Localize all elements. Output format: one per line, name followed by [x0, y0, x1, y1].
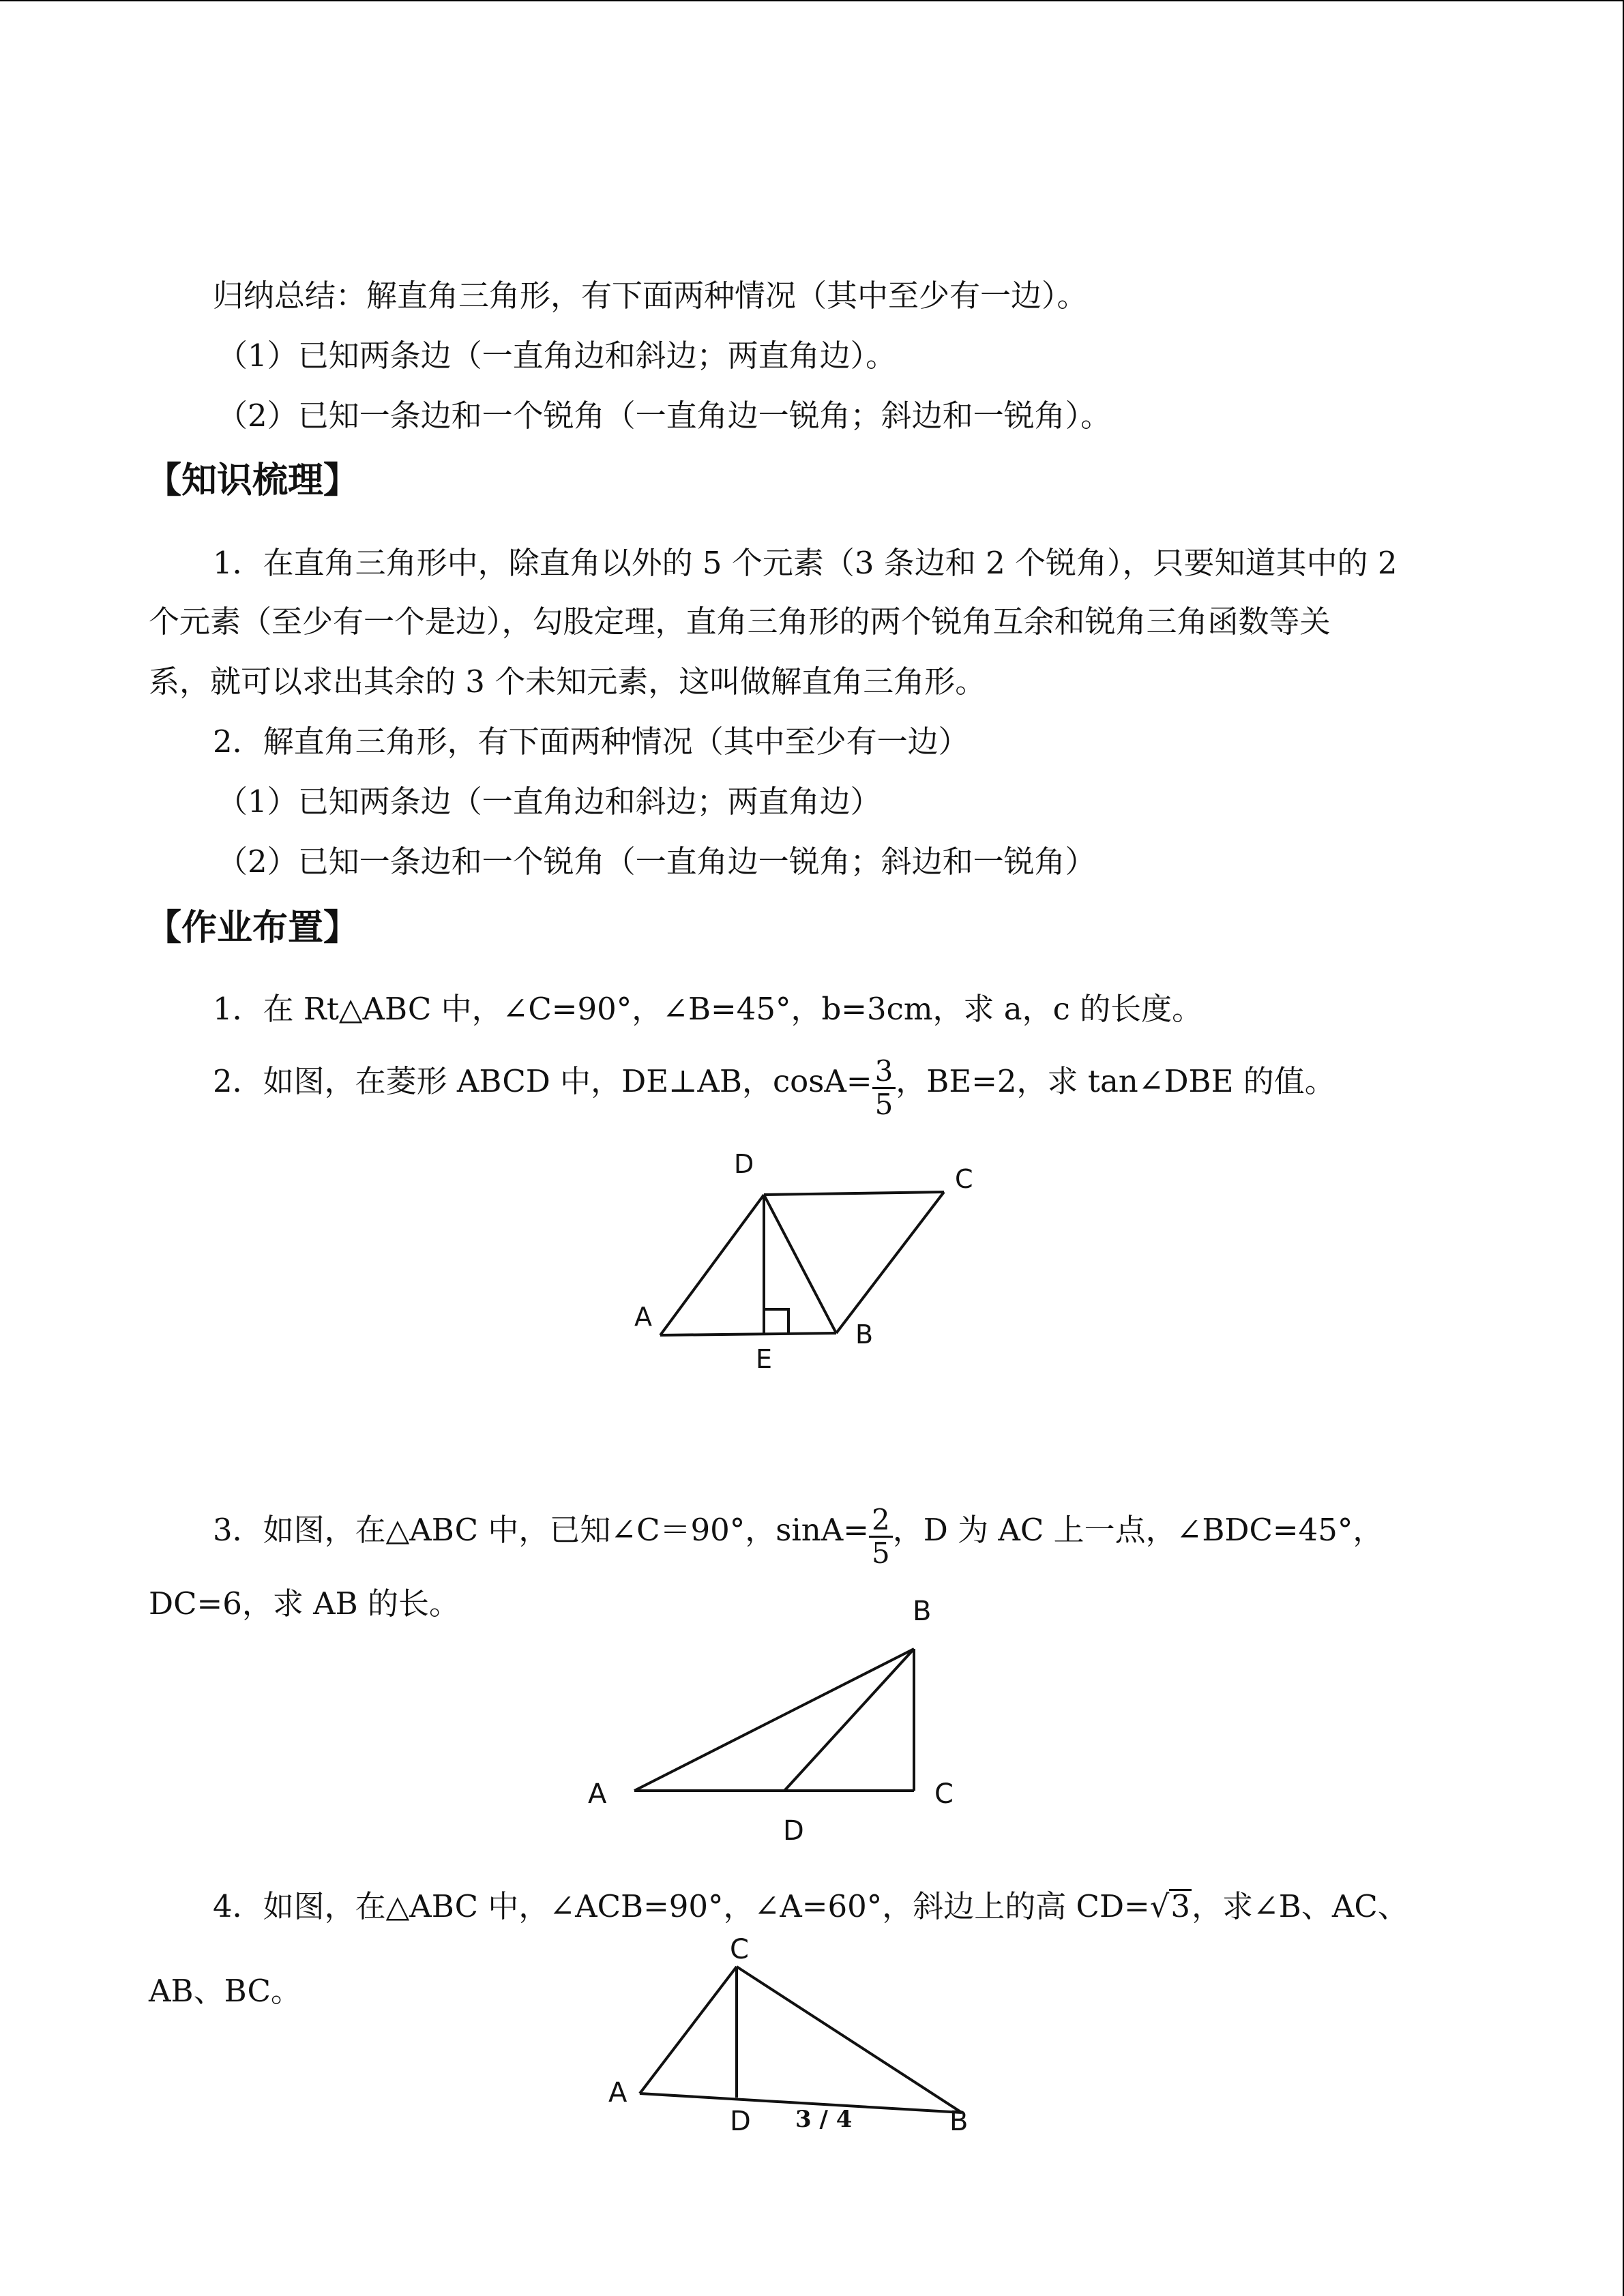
triangle-acb-label-b: B	[949, 2106, 969, 2137]
q2-text-after: ，BE=2，求 tan∠DBE 的值。	[896, 1063, 1335, 1099]
review-p2-line-2: （1）已知两条边（一直角边和斜边；两直角边）	[217, 784, 881, 820]
rhombus-label-e: E	[756, 1344, 773, 1374]
review-p2-line-3: （2）已知一条边和一个锐角（一直角边一锐角；斜边和一锐角）	[217, 844, 1096, 880]
rhombus-edge-cb	[836, 1192, 944, 1333]
triangle-acb-edge-cb	[737, 1967, 962, 2113]
homework-q4-line-2: AB、BC。	[149, 1973, 301, 2009]
rhombus-label-a: A	[634, 1302, 652, 1332]
homework-q1: 1．在 Rt△ABC 中，∠C=90°，∠B=45°，b=3cm，求 a，c 的长度。	[213, 991, 1203, 1027]
rhombus-diagonal-db	[764, 1195, 836, 1333]
homework-heading: 【作业布置】	[146, 907, 359, 949]
q2-fraction	[872, 1056, 896, 1120]
review-p1-line-2: 个元素（至少有一个是边），勾股定理，直角三角形的两个锐角互余和锐角三角函数等关	[149, 603, 1331, 640]
q2-fraction-denominator: 5	[874, 1088, 894, 1121]
triangle-label-a: A	[588, 1778, 607, 1810]
review-p2-line-1: 2．解直角三角形，有下面两种情况（其中至少有一边）	[213, 724, 969, 760]
triangle-acb-label-c: C	[730, 1934, 749, 1965]
triangle-acb-label-d: D	[730, 2106, 751, 2137]
q4-sqrt	[1150, 1886, 1192, 1927]
q2-fraction-numerator: 3	[872, 1056, 896, 1089]
triangle-label-b: B	[913, 1596, 932, 1627]
review-heading: 【知识梳理】	[146, 460, 359, 501]
triangle-acb-edge-ca	[640, 1967, 737, 2093]
homework-q2	[213, 1052, 1335, 1121]
q4-sqrt-radicand: 3	[1170, 1888, 1191, 1924]
triangle-acb-figure	[587, 1923, 982, 2141]
q4-text-before: 4．如图，在△ABC 中，∠ACB=90°，∠A=60°，斜边上的高 CD=	[213, 1888, 1150, 1924]
summary-line-2: （1）已知两条边（一直角边和斜边；两直角边）。	[217, 338, 897, 374]
review-p1-line-1: 1．在直角三角形中，除直角以外的 5 个元素（3 条边和 2 个锐角），只要知道其中的 2	[213, 545, 1398, 581]
homework-q4	[213, 1886, 1408, 1927]
rhombus-edge-ab	[660, 1333, 836, 1335]
page-number: 3 / 4	[795, 2106, 853, 2133]
q2-text-before: 2．如图，在菱形 ABCD 中，DE⊥AB，cosA=	[213, 1063, 872, 1099]
triangle-edge-ab	[634, 1649, 914, 1791]
triangle-acb-label-a: A	[608, 2077, 628, 2108]
triangle-segment-bd	[784, 1649, 914, 1791]
q3-text-after: ，D 为 AC 上一点，∠BDC=45°，	[892, 1512, 1384, 1548]
homework-q3-line-2: DC=6，求 AB 的长。	[149, 1585, 460, 1622]
triangle-bdc-figure	[573, 1582, 982, 1855]
right-angle-marker	[764, 1309, 788, 1335]
triangle-label-c: C	[934, 1778, 954, 1810]
rhombus-figure	[614, 1132, 996, 1391]
q3-fraction-denominator: 5	[871, 1536, 890, 1570]
q3-fraction-numerator: 2	[869, 1504, 893, 1538]
sqrt-icon: √	[1149, 1888, 1170, 1924]
rhombus-label-d: D	[734, 1149, 754, 1179]
rhombus-edge-ad	[660, 1195, 764, 1335]
homework-q3	[213, 1500, 1384, 1570]
triangle-label-d: D	[783, 1815, 804, 1847]
review-p1-line-3: 系，就可以求出其余的 3 个未知元素，这叫做解直角三角形。	[149, 664, 986, 700]
summary-line-3: （2）已知一条边和一个锐角（一直角边一锐角；斜边和一锐角）。	[217, 398, 1112, 434]
q3-fraction	[869, 1504, 893, 1569]
q4-text-after: ，求∠B、AC、	[1192, 1888, 1408, 1924]
rhombus-label-b: B	[855, 1320, 874, 1350]
rhombus-edge-dc	[764, 1192, 944, 1195]
summary-line-1: 归纳总结：解直角三角形，有下面两种情况（其中至少有一边）。	[213, 278, 1088, 314]
q3-text-before: 3．如图，在△ABC 中，已知∠C＝90°，sinA=	[213, 1512, 869, 1548]
rhombus-label-c: C	[955, 1164, 973, 1194]
